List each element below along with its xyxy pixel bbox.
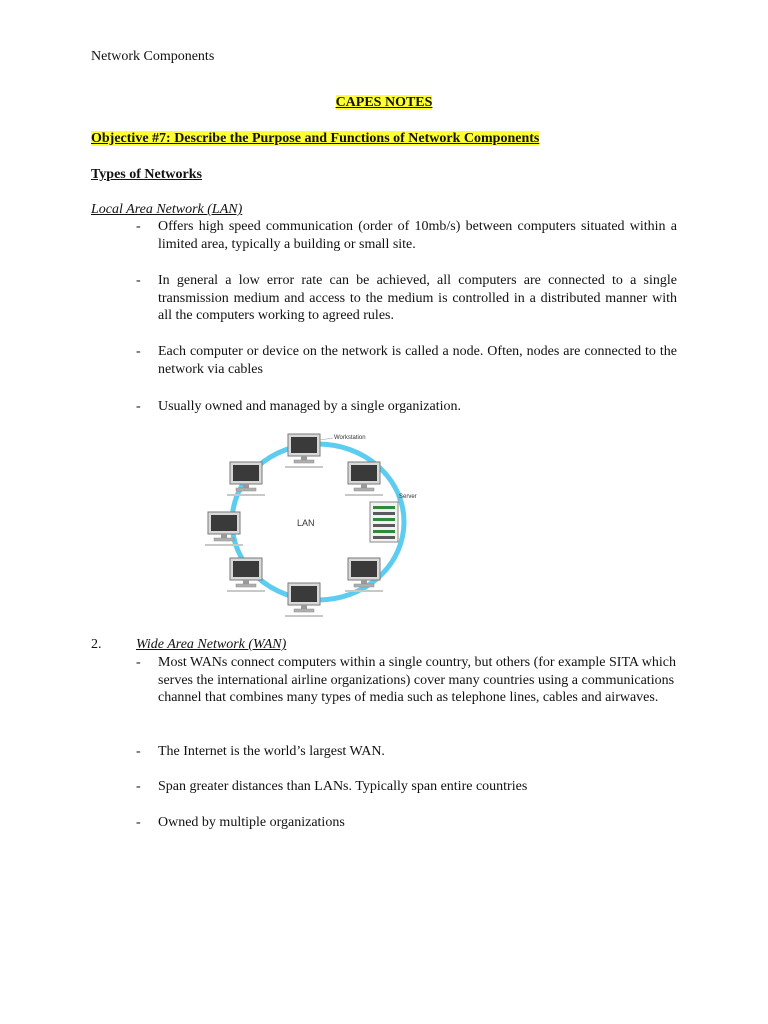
workstation-icon [285, 583, 323, 617]
workstation-icon [227, 462, 265, 496]
wan-bullet [136, 654, 677, 707]
objective-line [91, 130, 539, 148]
bullet-text: Owned by multiple organizations [158, 815, 345, 830]
wan-heading: Wide Area Network (WAN) [136, 637, 287, 652]
server-icon [370, 502, 398, 542]
lan-diagram [200, 428, 430, 618]
wan-number: 2. [91, 637, 102, 652]
bullet-text: The Internet is the world’s largest WAN. [158, 744, 385, 759]
bullet-dash: - [136, 744, 141, 759]
bullet-text: Offers high speed communication (order of 10mb/s) between computers situated within a limited area, typically a building or small site. [158, 219, 677, 252]
bullet-text: Usually owned and managed by a single organization. [158, 399, 461, 414]
workstation-icon [205, 512, 243, 546]
bullet-dash: - [136, 655, 141, 670]
workstation-label: Workstation [334, 435, 366, 441]
bullet-text: Each computer or device on the network is called a node. Often, nodes are connected to the network via cables [158, 344, 677, 377]
wan-bullet [136, 743, 677, 761]
bullet-text: Most WANs connect computers within a single country, but others (for example SITA which serves the international airline organizations) cover many countries using a communications channel that combines many types of media such as telephone lines, cables and airwaves. [158, 655, 676, 705]
objective-text: Objective #7: Describe the Purpose and Functions of Network Components [91, 131, 540, 146]
wan-bullet [136, 778, 677, 796]
bullet-dash: - [136, 815, 141, 830]
bullet-dash: - [136, 399, 141, 414]
workstation-icon [345, 462, 383, 496]
lan-ring-diagram [200, 428, 430, 618]
wan-bullet [136, 814, 677, 832]
page-title-wrap [0, 94, 768, 112]
bullet-text: Span greater distances than LANs. Typically span entire countries [158, 779, 528, 794]
workstation-icon [227, 558, 265, 592]
server-label: Server [399, 494, 417, 500]
lan-center-label: LAN [297, 518, 315, 528]
workstation-icon [285, 434, 323, 468]
running-header: Network Components [91, 49, 215, 64]
bullet-dash: - [136, 273, 141, 288]
bullet-text: In general a low error rate can be achieved, all computers are connected to a single transmission medium and access to the medium is controlled in a distributed manner with all the computers working to agreed rules. [158, 273, 677, 323]
page-title: CAPES NOTES [335, 95, 433, 110]
lan-bullet [136, 343, 677, 378]
bullet-dash: - [136, 344, 141, 359]
workstation-icon [345, 558, 383, 592]
workstation-leader [320, 438, 333, 440]
bullet-dash: - [136, 779, 141, 794]
lan-heading: Local Area Network (LAN) [91, 202, 243, 217]
lan-bullet [136, 272, 677, 325]
lan-bullet [136, 218, 677, 253]
lan-bullet [136, 398, 677, 416]
section-title: Types of Networks [91, 167, 202, 182]
bullet-dash: - [136, 219, 141, 234]
